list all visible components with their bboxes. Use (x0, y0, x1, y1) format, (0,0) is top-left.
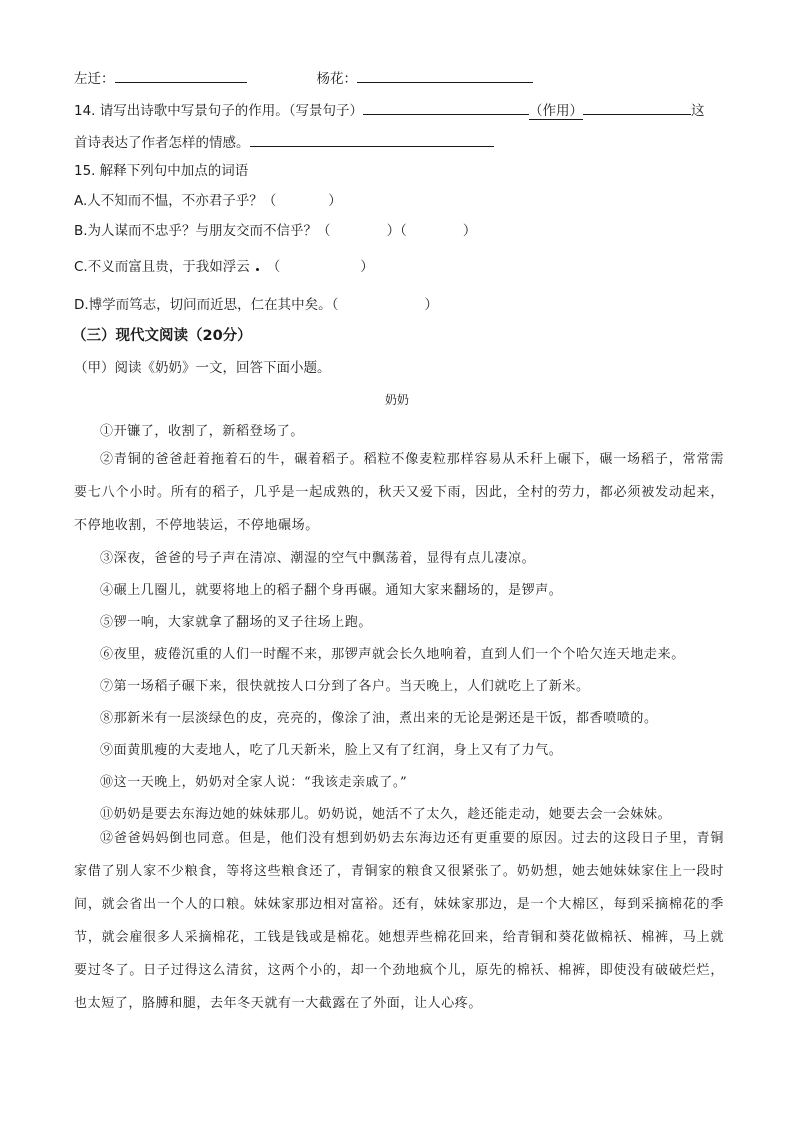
yanghua-answer-blank[interactable] (357, 68, 533, 83)
scenery-sentence-blank[interactable] (363, 100, 529, 115)
article-paragraph-4: ④碾上几圈儿，就要将地上的稻子翻个身再碾。通知大家来翻场的，是锣声。 (100, 583, 563, 598)
article-paragraph-11: ⑪奶奶是要去东海边她的妹妹那儿。奶奶说，她活不了太久，趁还能走动，她要去会一会妹妹。 (100, 807, 672, 822)
question-15-c: C.不义而富且贵，于我如浮云 （ ） (74, 259, 374, 275)
article-paragraph-9: ⑨面黄肌瘦的大麦地人，吃了几天新米，脸上又有了红润，身上又有了力气。 (100, 743, 563, 758)
zuoqian-label: 左迁： (74, 71, 115, 87)
question-14-line-1 (74, 100, 705, 120)
article-paragraph-3: ③深夜，爸爸的号子声在清凉、潮湿的空气中飘荡着，显得有点儿凄凉。 (100, 551, 536, 566)
question-15-d: D.博学而笃志，切问而近思，仁在其中矣。（ ） (74, 297, 438, 313)
emotion-answer-blank[interactable] (250, 132, 494, 147)
article-paragraph-10: ⑩这一天晚上，奶奶对全家人说：“我该走亲戚了。” (100, 775, 408, 790)
question-14-line-2 (74, 132, 494, 152)
question-15-b: B.为人谋而不忠乎？与朋友交而不信乎？（ ）（ ） (74, 223, 477, 239)
effect-answer-blank[interactable] (583, 100, 691, 115)
question-14-emotion-prompt: 首诗表达了作者怎样的情感。 (74, 135, 250, 151)
yanghua-label: 杨花： (316, 71, 357, 87)
article-paragraph-1: ①开镰了，收割了，新稻登场了。 (100, 424, 305, 439)
question-15-b-text: B.为人谋而不忠乎？与朋友交而不信乎？（ (74, 223, 331, 239)
article-paragraph-7: ⑦第一场稻子碾下来，很快就按人口分到了各户。当天晚上，人们就吃上了新米。 (100, 679, 590, 694)
reading-instruction: （甲）阅读《奶奶》一文，回答下面小题。 (74, 360, 331, 376)
question-14-continuation: 这 (691, 103, 705, 119)
article-paragraph-6: ⑥夜里，疲倦沉重的人们一时醒不来，那锣声就会长久地响着，直到人们一个个哈欠连天地走来。 (100, 647, 685, 662)
effect-label: （作用） (529, 103, 584, 119)
article-title: 奶奶 (384, 393, 409, 407)
article-paragraph-12: ⑫爸爸妈妈倒也同意。但是，他们没有想到奶奶去东海边还有更重要的原因。过去的这段日子里，青铜家借了别人家不少粮食，等将这些粮食还了，青铜家的粮食又很紧张了。奶奶想，她去她妹妹家住上一段时间，就会省出一个人的口粮。妹妹家那边相对富裕。还有，妹妹家那边，是一个大棉区，每到采摘棉花的季节，就会雇很多人采摘棉花，工钱是钱或是棉花。她想弄些棉花回来，给青铜和葵花做棉袄、棉裤，马上就要过冬了。日子过得这么清贫，这两个小的，却一个劲地疯个儿，原先的棉袄、棉裤，即使没有破破烂烂，也太短了，胳膊和腿，去年冬天就有一大截露在了外面，让人心疼。 (74, 831, 724, 1011)
article-paragraph-2: ②青铜的爸爸赶着拖着石的牛，碾着稻子。稻粒不像麦粒那样容易从禾秆上碾下，碾一场稻子，常常需要七八个小时。所有的稻子，几乎是一起成熟的，秋天又爱下雨，因此，全村的劳力，都必须被发动起来，不停地收割，不停地装运，不停地碾场。 (74, 452, 724, 533)
question-15-d-text: D.博学而笃志，切问而近思，仁在其中矣。（ (74, 297, 339, 313)
fill-line-zuoqian-yanghua (74, 68, 533, 88)
question-15-a: A.人不知而不愠，不亦君子乎？（ ） (74, 193, 342, 209)
question-15-a-text: A.人不知而不愠，不亦君子乎？（ (74, 193, 277, 209)
article-paragraph-5: ⑤锣一响，大家就拿了翻场的叉子往场上跑。 (100, 615, 373, 630)
zuoqian-answer-blank[interactable] (115, 68, 247, 83)
question-15-c-text: C.不义而富且贵，于我如浮云 (74, 259, 250, 275)
section-heading: （三）现代文阅读（20分） (72, 328, 252, 344)
question-15-title: 15. 解释下列句中加点的词语 (74, 163, 249, 179)
question-14-prompt: 14. 请写出诗歌中写景句子的作用。（写景句子） (74, 103, 364, 119)
article-paragraph-8: ⑧那新米有一层淡绿色的皮，亮亮的，像涂了油，煮出来的无论是粥还是干饭，都香喷喷的。 (100, 711, 658, 726)
emphasis-dot-icon (256, 268, 259, 271)
